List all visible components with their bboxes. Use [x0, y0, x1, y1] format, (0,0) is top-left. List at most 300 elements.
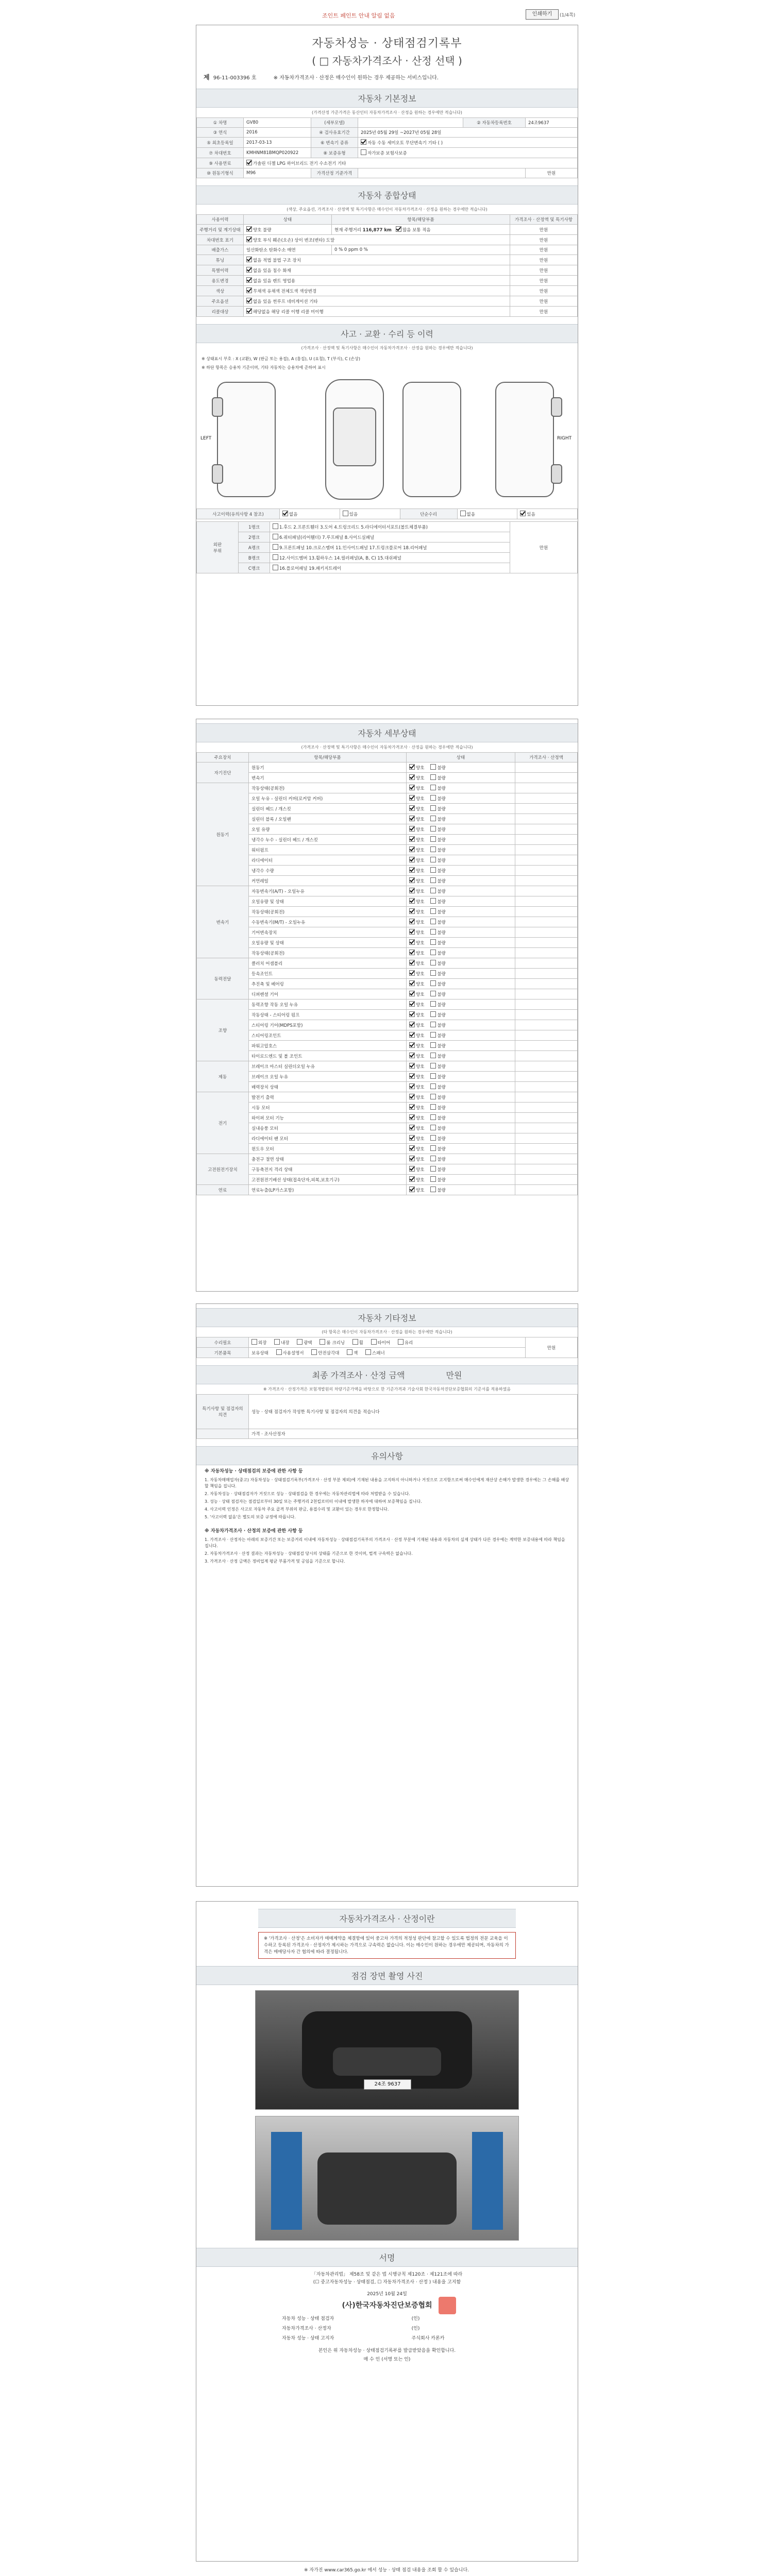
checkbox-icon: [430, 1094, 436, 1099]
doc-number-value: 96-11-003396: [213, 75, 250, 81]
checkbox-icon: [409, 1094, 415, 1099]
detail-row: [197, 1123, 578, 1133]
checkbox-icon: [430, 805, 436, 811]
detail-item-state: 양호 불량: [407, 804, 515, 814]
detail-item-label: 충전구 절연 상태: [249, 1154, 407, 1164]
detail-item-state: 양호 불량: [407, 866, 515, 876]
detail-item-state: 양호 불량: [407, 1154, 515, 1164]
detail-item-state: 양호 불량: [407, 1103, 515, 1113]
detail-item-label: 커먼레일: [249, 876, 407, 886]
detail-row: [197, 866, 578, 876]
checkbox-icon: [409, 1187, 415, 1192]
detail-item-label: 실린더 헤드 / 개스킷: [249, 804, 407, 814]
detail-item-label: 라디에이터 팬 모터: [249, 1133, 407, 1144]
overall-status-title: 자동차 종합상태: [196, 185, 578, 205]
checkbox-icon: [343, 511, 348, 516]
accident-history-title: 사고 · 교환 · 수리 등 이력: [196, 324, 578, 343]
checkbox-icon: [409, 816, 415, 821]
detail-item-label: 동력조향 작동 오일 누유: [249, 999, 407, 1010]
page-indicator: (1/4쪽): [560, 13, 576, 18]
detail-row: [197, 1154, 578, 1164]
detail-row: [197, 1010, 578, 1020]
fuel-type: 가솔린 디젤 LPG 하이브리드 전기 수소전기 기타: [244, 158, 578, 168]
checkbox-icon: [430, 1187, 436, 1192]
detail-row: [197, 1051, 578, 1061]
sign-law-text: 「자동차관리법」 제58조 및 같은 법 시행규칙 제120조 · 제121조에 따라 (☐ 중고자동차성능 · 상태점검, ☐ 자동차가격조사 · 산정 ) 내용을 고지함: [311, 2272, 463, 2285]
detail-row: [197, 773, 578, 783]
detail-row: [197, 824, 578, 835]
checkbox-icon: [430, 1114, 436, 1120]
detail-group-label: 전기: [197, 1092, 249, 1154]
detail-item-label: 워터펌프: [249, 845, 407, 855]
basic-info-table: ① 차명 GV80 (세부모델) ② 자동차등록번호 24조9637 ③ 연식 2016 ④ 검사유효기간 2025년 05월 29일 ~2027년 05월 28일 ⑤ 최초등록일 2017-03-13 ⑥ 변속기 종류 자동 수동 세미오토 무단변속기 기타 ( ) ⑦ 차대번호 KMHNM81BMQP020922 ⑧ 보증유형 자가보증 보험사보증 ⑨ 사용연료 가솔린 디젤 LPG 하이브리드 전기 수소전기 기타 ⑩ 원동기형식 M96 가격산정 기준가격 만원: [196, 117, 578, 178]
checkbox-icon: [409, 836, 415, 842]
checkbox-icon: [409, 1145, 415, 1151]
checkbox-icon: [273, 534, 278, 539]
detail-item-state: 양호 불량: [407, 1051, 515, 1061]
car-right-side: [495, 382, 554, 497]
detail-row: [197, 948, 578, 958]
car-name: GV80: [244, 118, 311, 128]
detail-item-label: 윈도우 모터: [249, 1144, 407, 1154]
sign-table: 자동차 성능 · 상태 점검자 (인) 자동차가격조사 · 산정자 (인) 자동차 성능 · 상태 고지자 주식회사 카론카: [282, 2316, 445, 2342]
checkbox-icon: [430, 1032, 436, 1038]
detail-item-state: 양호 불량: [407, 773, 515, 783]
detail-group-label: 연료: [197, 1185, 249, 1195]
sign-company: (사)한국자동차진단보증협회: [196, 2300, 578, 2310]
sign-date: 2025년 10월 24일: [367, 2292, 407, 2297]
car-grille-shape: [333, 2047, 441, 2076]
detail-status-note: (가격조사 · 산정액 및 특기사항은 매수인이 자동차가격조사 · 산정을 원하는 경우에만 적습니다): [301, 745, 473, 750]
checkbox-icon: [430, 816, 436, 821]
checkbox-icon: [396, 226, 401, 232]
detail-item-state: 양호 불량: [407, 1030, 515, 1041]
other-info-title: 자동차 기타정보: [196, 1308, 578, 1327]
page-4: [196, 1901, 578, 2562]
notice-text: 조인트 페인트 안내 알림 없음: [322, 12, 395, 19]
detail-item-state: 양호 불량: [407, 783, 515, 793]
detail-item-label: 오일유량 및 상태: [249, 896, 407, 907]
detail-item-state: 양호 불량: [407, 1185, 515, 1195]
detail-item-label: 변속기: [249, 773, 407, 783]
detail-row: [197, 907, 578, 917]
checkbox-icon: [430, 898, 436, 904]
detail-row: [197, 1175, 578, 1185]
detail-item-state: 양호 불량: [407, 958, 515, 969]
detail-row: [197, 814, 578, 824]
checkbox-icon: [430, 877, 436, 883]
detail-row: [197, 876, 578, 886]
checkbox-icon: [361, 139, 366, 145]
checkbox-icon: [409, 785, 415, 790]
panel-rank-table: 외판 부위 1랭크 1.후드 2.프론트휀더 3.도어 4.트렁크리드 5.라디에이터서포트(볼트체결부품) 만원 2랭크 6.쿼터패널(리어휀더) 7.루프패널 8.사이드실패널 A랭크 9.프론트패널 10.크로스멤버 11.인사이드패널 17.트렁크플로어 18.리어패널 B랭크 12.사이드멤버 13.휠하우스 14.필러패널(A, B, C) 15.대쉬패널 C랭크 16.플로어패널 19.패키지트레이: [196, 521, 578, 573]
detail-item-label: 브레이크 마스터 실린더오일 누유: [249, 1061, 407, 1072]
detail-item-state: 양호 불량: [407, 1061, 515, 1072]
checkbox-icon: [409, 867, 415, 873]
detail-item-label: 배력장치 상태: [249, 1082, 407, 1092]
detail-item-label: 작동상태(공회전): [249, 948, 407, 958]
detail-row: [197, 855, 578, 866]
checkbox-icon: [246, 298, 252, 303]
detail-item-label: 클러치 어셈블리: [249, 958, 407, 969]
checkbox-icon: [246, 236, 252, 242]
checkbox-icon: [282, 511, 288, 516]
document-subtitle: ( □ 자동차가격조사 · 산정 선택 ): [312, 55, 462, 67]
detail-item-state: 양호 불량: [407, 989, 515, 999]
model-year: 2016: [244, 128, 311, 138]
accident-history-note: (가격조사 · 산정액 및 특기사항은 매수인이 자동차가격조사 · 산정을 원하는 경우에만 적습니다): [301, 346, 473, 350]
checkbox-icon: [409, 980, 415, 986]
inspection-validity: 2025년 05월 29일 ~2027년 05월 28일: [358, 128, 578, 138]
detail-status-title: 자동차 세부상태: [196, 723, 578, 742]
detail-item-label: 오일 유량: [249, 824, 407, 835]
detail-row: [197, 1164, 578, 1175]
detail-item-label: 디퍼렌셜 기어: [249, 989, 407, 999]
detail-item-state: 양호 불량: [407, 917, 515, 927]
accident-summary-table: 사고이력(유의사항 4 참조) 없음 있음 단순수리 없음 있음: [196, 509, 578, 519]
checkbox-icon: [430, 1011, 436, 1017]
checkbox-icon: [246, 267, 252, 273]
checkbox-icon: [409, 1156, 415, 1161]
checkbox-icon: [320, 1339, 325, 1345]
detail-row: [197, 927, 578, 938]
detail-item-state: 양호 불량: [407, 1092, 515, 1103]
checkbox-icon: [246, 226, 252, 232]
checkbox-icon: [430, 774, 436, 780]
checkbox-icon: [409, 898, 415, 904]
lift-right-shape: [472, 2132, 503, 2230]
detail-item-state: 양호 불량: [407, 1144, 515, 1154]
lift-left-shape: [271, 2132, 302, 2230]
checkbox-icon: [409, 795, 415, 801]
checkbox-icon: [430, 826, 436, 832]
checkbox-icon: [430, 1156, 436, 1161]
checkbox-icon: [409, 1022, 415, 1027]
detail-item-state: 양호 불량: [407, 979, 515, 989]
license-plate: 24조 9637: [364, 2079, 411, 2090]
wheel-icon: [212, 397, 223, 417]
detail-row: [197, 1030, 578, 1041]
detail-item-state: 양호 불량: [407, 1175, 515, 1185]
checkbox-icon: [430, 1001, 436, 1007]
left-label: LEFT: [200, 436, 212, 441]
detail-item-state: 양호 불량: [407, 1041, 515, 1051]
detail-item-state: 양호 불량: [407, 824, 515, 835]
checkbox-icon: [409, 1042, 415, 1048]
detail-row: [197, 762, 578, 773]
checkbox-icon: [409, 1011, 415, 1017]
detail-item-label: 실린더 블록 / 오일팬: [249, 814, 407, 824]
detail-item-state: 양호 불량: [407, 886, 515, 896]
mileage-value: 116,877 km: [362, 228, 392, 233]
checkbox-icon: [251, 1339, 257, 1345]
checkbox-icon: [430, 1063, 436, 1069]
checkbox-icon: [460, 511, 466, 516]
document-title: 자동차성능 · 상태점검기록부: [312, 37, 462, 50]
detail-item-label: 오일 누유 - 실린더 커버(로커암 커버): [249, 793, 407, 804]
detail-item-label: 브레이크 오일 누유: [249, 1072, 407, 1082]
inspector-table: 특기사항 및 점검자의 의견 성능 · 상태 점검자가 작성한 특기사항 및 점검자의 의견을 적습니다 가격 · 조사산정자: [196, 1394, 578, 1439]
detail-item-label: 파워고압호스: [249, 1041, 407, 1051]
checkbox-icon: [246, 308, 252, 314]
car-underbody: [402, 382, 461, 497]
checkbox-icon: [409, 950, 415, 955]
detail-row: [197, 1092, 578, 1103]
receipt-text: 본인은 위 자동차성능 · 상태점검기록부를 발급받았음을 확인합니다.: [318, 2348, 456, 2354]
checkbox-icon: [430, 764, 436, 770]
page-1: [196, 25, 578, 706]
checkbox-icon: [409, 970, 415, 976]
service-description: ※ '가격조사 · 산정'은 소비자가 매매계약을 체결함에 있어 중고차 가격의 적정성 판단에 참고할 수 있도록 법정의 전문 교육을 이수하고 등록된 가격조사 · 산정자가 제시하는 가격으로 구속력은 없습니다. 이는 매수인이 원하는 경우에만 제공되며, 자동차의 가격은 매매당사자 간 협의에 따라 결정됩니다.: [258, 1932, 516, 1959]
right-label: RIGHT: [557, 436, 572, 441]
overall-status-note: (색상, 주요옵션, 가격조사 · 산정액 및 특기사항은 매수인이 자동차가격조사 · 산정을 원하는 경우에만 적습니다): [287, 207, 488, 212]
checkbox-icon: [430, 1166, 436, 1172]
detail-item-label: 냉각수 수량: [249, 866, 407, 876]
checkbox-icon: [409, 857, 415, 862]
detail-item-label: 발전기 출력: [249, 1092, 407, 1103]
final-price-title: 최종 가격조사 · 산정 금액 만원: [196, 1365, 578, 1384]
detail-item-label: 등속조인트: [249, 969, 407, 979]
detail-row: [197, 1061, 578, 1072]
checkbox-icon: [409, 764, 415, 770]
print-button[interactable]: 인쇄하기: [526, 9, 559, 20]
detail-item-state: 양호 불량: [407, 1133, 515, 1144]
registration-number: 24조9637: [526, 118, 578, 128]
checkbox-icon: [430, 1125, 436, 1130]
checkbox-icon: [409, 908, 415, 914]
checkbox-icon: [409, 805, 415, 811]
detail-item-state: 양호 불량: [407, 814, 515, 824]
car-front-photo: [255, 1990, 519, 2110]
detail-item-state: 양호 불량: [407, 793, 515, 804]
footer: [196, 2563, 577, 2576]
checkbox-icon: [409, 877, 415, 883]
detail-item-state: 양호 불량: [407, 1082, 515, 1092]
detail-row: [197, 958, 578, 969]
notice-head-1: ※ 자동차성능 · 상태점검의 보증에 관한 사항 등: [205, 1469, 303, 1474]
checkbox-icon: [430, 795, 436, 801]
detail-item-label: 스티어링조인트: [249, 1030, 407, 1041]
sign-title: 서명: [196, 2248, 578, 2267]
detail-row: [197, 1185, 578, 1195]
checkbox-icon: [371, 1339, 377, 1345]
checkbox-icon: [273, 523, 278, 529]
detail-row: [197, 783, 578, 793]
checkbox-icon: [430, 888, 436, 893]
checkbox-icon: [430, 939, 436, 945]
page-3: [196, 1303, 578, 1887]
detail-row: [197, 969, 578, 979]
wheel-icon: [551, 464, 562, 484]
car-left-side: [217, 382, 276, 497]
checkbox-icon: [409, 1032, 415, 1038]
detail-row: [197, 1020, 578, 1030]
checkbox-icon: [409, 1001, 415, 1007]
checkbox-icon: [409, 1073, 415, 1079]
checkbox-icon: [409, 846, 415, 852]
transmission-type: 자동 수동 세미오토 무단변속기 기타 ( ): [358, 138, 578, 148]
checkbox-icon: [430, 929, 436, 935]
checkbox-icon: [409, 960, 415, 965]
checkbox-icon: [276, 1349, 282, 1355]
detail-row: [197, 886, 578, 896]
engine-type: M96: [244, 168, 311, 178]
final-price-note: ※ 가격조사 · 산정가격은 보험개발원의 차량기준가액을 바탕으로 한 기준가격과 기술사회 한국자동차진단보증협회의 기준서를 적용하였음: [263, 1387, 511, 1392]
checkbox-icon: [430, 1083, 436, 1089]
notice-head-2: ※ 자동차가격조사 · 산정의 보증에 관한 사항 등: [205, 1529, 303, 1534]
detail-row: [197, 835, 578, 845]
warranty-type: 자가보증 보험사보증: [358, 148, 578, 158]
detail-row: [197, 804, 578, 814]
detail-row: [197, 1113, 578, 1123]
checkbox-icon: [409, 1176, 415, 1182]
detail-item-label: 작동상태(공회전): [249, 783, 407, 793]
detail-item-label: 기어변속장치: [249, 927, 407, 938]
notice-title: 유의사항: [196, 1446, 578, 1465]
checkbox-icon: [430, 1104, 436, 1110]
detail-item-label: 시동 모터: [249, 1103, 407, 1113]
car-rear-shape: [317, 2153, 457, 2225]
checkbox-icon: [409, 1135, 415, 1141]
page-2: [196, 719, 578, 1292]
checkbox-icon: [297, 1339, 303, 1345]
detail-item-state: 양호 불량: [407, 1123, 515, 1133]
detail-group-label: 제동: [197, 1061, 249, 1092]
detail-item-state: 양호 불량: [407, 845, 515, 855]
detail-item-label: 작동상태 - 스티어링 펌프: [249, 1010, 407, 1020]
detail-row: [197, 1041, 578, 1051]
detail-item-state: 양호 불량: [407, 896, 515, 907]
detail-item-label: 타이로드엔드 및 볼 조인트: [249, 1051, 407, 1061]
notice-list-2: 1. 가격조사 · 산정자는 아래의 보증기간 또는 보증거리 이내에 자동차성능 · 상태점검기록부의 가격조사 · 산정 부분에 기재된 내용과 자동차의 실제 상태가 다른 경우에는 계약한 보증내용에 따라 책임을 집니다. 2. 자동차가격조사 · 산정 결과는 자동차성능 · 상태점검 당시의 상태를 기준으로 한 것이며, 법적 구속력은 없습니다. 3. 가격조사 · 산정 금액은 정비업계 평균 부품가격 및 공임을 기준으로 합니다.: [205, 1537, 565, 1564]
other-info-table: 수리필요 외장 내장 광택 룸 크리닝 휠 타이어 유리 만원 기본품목 보유상태 사용설명서 안전삼각대 잭 스패너: [196, 1337, 578, 1358]
checkbox-icon: [409, 1125, 415, 1130]
other-info-note: (타 항목은 매수인이 자동차가격조사 · 산정을 원하는 경우에만 적습니다): [322, 1330, 452, 1334]
checkbox-icon: [430, 970, 436, 976]
receipt-buyer: 매 수 인 (서명 또는 인): [363, 2357, 411, 2363]
checkbox-icon: [246, 257, 252, 262]
car-roof: [333, 408, 376, 466]
detail-item-state: 양호 불량: [407, 762, 515, 773]
checkbox-icon: [430, 867, 436, 873]
checkbox-icon: [430, 836, 436, 842]
checkbox-icon: [409, 888, 415, 893]
detail-group-label: 조향: [197, 999, 249, 1061]
first-registration: 2017-03-13: [244, 138, 311, 148]
detail-item-state: 양호 불량: [407, 1072, 515, 1082]
checkbox-icon: [520, 511, 526, 516]
checkbox-icon: [246, 160, 252, 165]
detail-item-state: 양호 불량: [407, 855, 515, 866]
checkbox-icon: [409, 1166, 415, 1172]
detail-item-label: 수동변속기(M/T) - 오일누유: [249, 917, 407, 927]
detail-row: [197, 979, 578, 989]
detail-item-state: 양호 불량: [407, 835, 515, 845]
detail-row: [197, 1072, 578, 1082]
detail-item-state: 양호 불량: [407, 907, 515, 917]
detail-item-state: 양호 불량: [407, 1164, 515, 1175]
checkbox-icon: [409, 1063, 415, 1069]
detail-group-label: 고전원전기장치: [197, 1154, 249, 1185]
checkbox-icon: [430, 960, 436, 965]
detail-item-label: 냉각수 누수 - 실린더 헤드 / 개스킷: [249, 835, 407, 845]
legend-text-2: ※ 하단 항목은 승용차 기준이며, 기타 자동차는 승용차에 준하여 표시: [201, 365, 326, 370]
checkbox-icon: [430, 857, 436, 862]
detail-status-table: 주요장치 항목/해당부품 상태 가격조사 · 산정액 자기진단 원동기 양호 불량 변속기 양호 불량 원동기 작동상태(공회전) 양호 불량 오일 누유 - 실린더 커버(로커암 커버) 양호 불량 실린더 헤드 / 개스킷 양호 불량 실린더 블록 / 오일팬 양호 불량 오일 유량 양호 불량 냉각수 누수 - 실린더 헤드 / 개스킷 양호 불량 워터펌프 양호 불량 라디에이터 양호 불량 냉각수 수량 양호 불량 커먼레일 양호 불량 변속기 자동변속기(A/T) - 오일누유 양호 불량 오일유량 및 상태 양호 불량 작동상태(공회전) 양호 불량 수동변속기(M/T) - 오일누유 양호 불량 기어변속장치 양호 불량 오일유량 및 상태 양호 불량 작동상태(공회전) 양호 불량 동력전달 클러치 어셈블리 양호 불량 등속조인트 양호 불량 추진축 및 베어링 양호 불량 디퍼렌셜 기어 양호 불량 조향 동력조향 작동 오일 누유 양호 불량 작동상태 - 스티어링 펌프 양호 불량 스티어링 기어(MDPS포함) 양호 불량 스티어링조인트 양호 불량 파워고압호스 양호 불량 타이로드엔드 및 볼 조인트 양호 불량 제동 브레이크 마스터 실린더오일 누유 양호 불량 브레이크 오일 누유 양호 불량 배력장치 상태 양호 불량 전기 발전기 출력 양호 불량 시동 모터 양호 불량 와이퍼 모터 기능 양호 불량 실내송풍 모터 양호 불량 라디에이터 팬 모터 양호 불량 윈도우 모터 양호 불량 고전원전기장치 충전구 절연 상태 양호 불량 구동축전지 격리 상태 양호 불량 고전원전기배선 상태(접속단자,피복,보호기구) 양호 불량 연료 연료누출(LP가스포함) 양호 불량: [196, 752, 578, 1195]
wheel-icon: [212, 464, 223, 484]
detail-group-label: 원동기: [197, 783, 249, 886]
detail-item-state: 양호 불량: [407, 938, 515, 948]
checkbox-icon: [311, 1349, 317, 1355]
checkbox-icon: [352, 1339, 358, 1345]
detail-row: [197, 1133, 578, 1144]
checkbox-icon: [430, 1135, 436, 1141]
checkbox-icon: [365, 1349, 371, 1355]
checkbox-icon: [430, 1145, 436, 1151]
detail-item-label: 구동축전지 격리 상태: [249, 1164, 407, 1175]
detail-row: [197, 1103, 578, 1113]
vin: KMHNM81BMQP020922: [244, 148, 311, 158]
detail-item-label: 와이퍼 모터 기능: [249, 1113, 407, 1123]
detail-group-label: 동력전달: [197, 958, 249, 999]
detail-item-label: 오일유량 및 상태: [249, 938, 407, 948]
detail-item-label: 스티어링 기어(MDPS포함): [249, 1020, 407, 1030]
legend-text: ※ 상태표시 부호 : X (교환), W (판금 또는 용접), A (흠집), U (요철), T (부식), C (손상): [201, 357, 361, 361]
checkbox-icon: [409, 991, 415, 996]
detail-item-label: 실내송풍 모터: [249, 1123, 407, 1133]
checkbox-icon: [273, 554, 278, 560]
detail-item-label: 연료누출(LP가스포함): [249, 1185, 407, 1195]
detail-item-label: 원동기: [249, 762, 407, 773]
checkbox-icon: [430, 919, 436, 924]
checkbox-icon: [430, 950, 436, 955]
detail-item-label: 라디에이터: [249, 855, 407, 866]
checkbox-icon: [409, 774, 415, 780]
car-diagram: [196, 377, 578, 505]
overall-status-table: 사용이력 상태 항목/해당부품 가격조사 · 산정액 및 특기사항 주행거리 및 계기상태 양호 불량 현재 주행거리 116,877 km 많음 보통 적음 만원 차대번호 표기 양호 부식 훼손(오손) 상이 변조(변타) 도말 만원 배출가스 일산화탄소 탄화수소 매연 0 % 0 ppm 0 % 만원 튜닝 없음 적법 불법 구조 장치 만원 특별이력 없음 있음 침수 화재 만원 용도변경 없음 있음 렌트 영업용 만원 색상 무채색 유채색 전체도색 색상변경 만원 주요옵션 없음 있음 썬루프 네비게이션 기타 만원 리콜대상 해당없음 해당 리콜 이행 리콜 미이행 만원: [196, 214, 578, 317]
checkbox-icon: [409, 1114, 415, 1120]
detail-row: [197, 1144, 578, 1154]
detail-item-state: 양호 불량: [407, 1020, 515, 1030]
checkbox-icon: [409, 939, 415, 945]
detail-row: [197, 845, 578, 855]
detail-row: [197, 999, 578, 1010]
seal-stamp-icon: [439, 2297, 456, 2314]
checkbox-icon: [409, 919, 415, 924]
checkbox-icon: [430, 980, 436, 986]
checkbox-icon: [409, 1053, 415, 1058]
doc-description: ※ 자동차가격조사 · 산정은 매수인이 원하는 경우 제공하는 서비스입니다.: [273, 75, 439, 81]
checkbox-icon: [361, 149, 366, 155]
checkbox-icon: [398, 1339, 404, 1345]
detail-item-state: 양호 불량: [407, 1010, 515, 1020]
detail-item-state: 양호 불량: [407, 948, 515, 958]
checkbox-icon: [430, 1176, 436, 1182]
detail-item-state: 양호 불량: [407, 1113, 515, 1123]
photo-title: 점검 장면 촬영 사진: [196, 1966, 578, 1985]
checkbox-icon: [430, 1042, 436, 1048]
checkbox-icon: [246, 277, 252, 283]
basic-info-title: 자동차 기본정보: [196, 89, 578, 108]
detail-item-label: 고전원전기배선 상태(접속단자,피복,보호기구): [249, 1175, 407, 1185]
detail-item-state: 양호 불량: [407, 876, 515, 886]
detail-item-label: 작동상태(공회전): [249, 907, 407, 917]
detail-row: [197, 793, 578, 804]
checkbox-icon: [273, 544, 278, 550]
wheel-icon: [551, 397, 562, 417]
notice-list-1: 1. 자동차매매업자(중고) 자동차성능 · 상태점검기록부(가격조사 · 산정 부분 제외)에 기재된 내용을 고지하지 아니하거나 거짓으로 고지함으로써 매수인에게 재산상 손해가 발생한 경우에는 그 손해를 배상할 책임을 집니다. 2. 자동차성능 · 상태점검자가 거짓으로 성능 · 상태점검을 한 경우에는 자동차관리법에 따라 처벌받을 수 있습니다. 3. 성능 · 상태 점검자는 점검일로부터 30일 또는 주행거리 2천킬로미터 이내에 발생한 하자에 대하여 보증책임을 집니다. 4. 사고이력 인정은 사고로 자동차 주요 골격 부위의 판금, 용접수리 및 교환이 있는 경우로 한정합니다. 5. '사고이력 없음'은 별도의 보증 규정에 따릅니다.: [205, 1478, 569, 1519]
detail-row: [197, 896, 578, 907]
